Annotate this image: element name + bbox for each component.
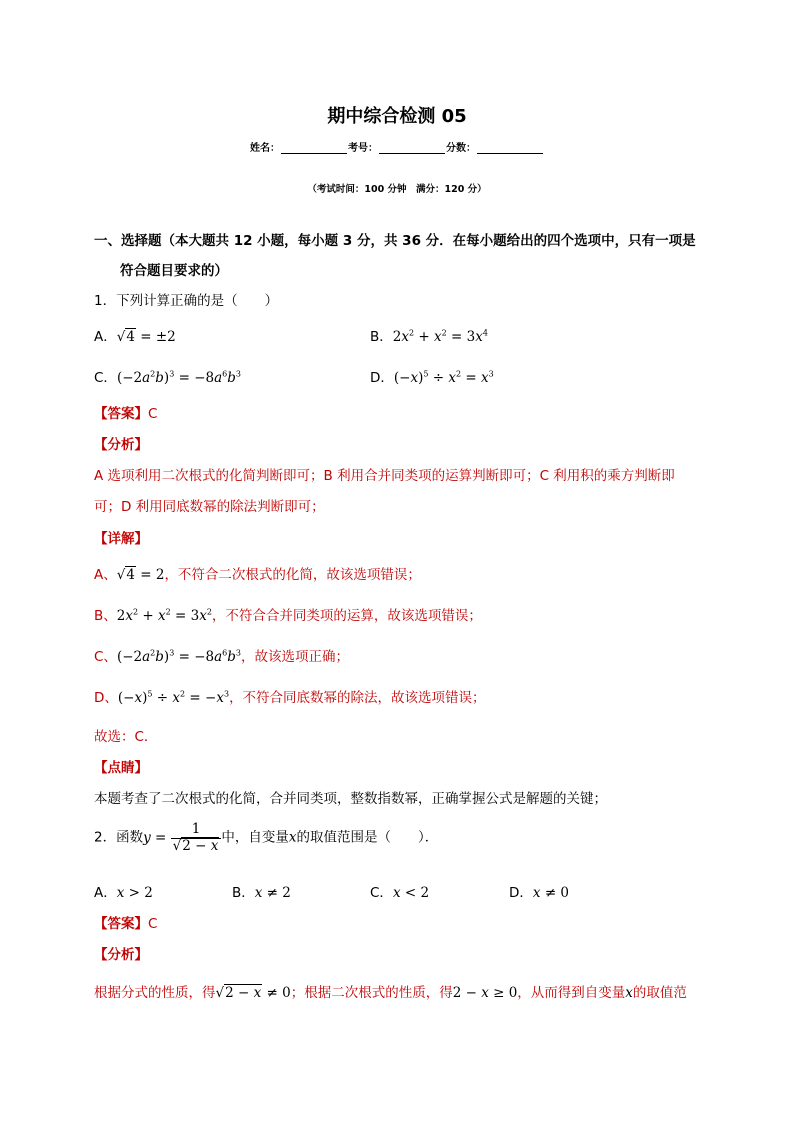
formula: 2 − x ≥ 0: [452, 985, 518, 1001]
formula: x > 2: [116, 885, 153, 901]
q1-detail-a: A、√4 = 2，不符合二次根式的化简，故该选项错误；: [94, 567, 421, 583]
formula: $2x^2 + x^2 = 3x^2$: [116, 607, 212, 624]
formula: √4 = ±2: [116, 329, 176, 345]
q1-analysis-line2: 可；D 利用同底数幂的除法判断即可；: [94, 499, 325, 515]
q1-detail-label: 【详解】: [94, 531, 148, 547]
q2-analysis-line1: 根据分式的性质，得√2 − x ≠ 0；根据二次根式的性质，得2 − x ≥ 0，从而得到自变量x的取值范: [94, 985, 687, 1001]
q1-conclusion: 故选：C．: [94, 729, 158, 745]
q2-option-d[interactable]: D．x ≠ 0: [509, 885, 570, 901]
q1-detail-c: C、$(-2a^2b)^3 = -8a^6b^3$，故该选项正确；: [94, 648, 349, 665]
q1-option-a[interactable]: A．√4 = ±2: [94, 329, 176, 345]
formula: $(-2a^2b)^3 = -8a^6b^3$: [116, 648, 241, 665]
answer-value: C: [148, 916, 158, 932]
q2-option-a[interactable]: A．x > 2: [94, 885, 153, 901]
section-heading-cont: 符合题目要求的）: [120, 263, 228, 279]
q1-option-d[interactable]: D．$(-x)^5 \div x^2 = x^3$: [370, 369, 494, 386]
q1-answer: [94, 402, 157, 422]
answer-label: 【答案】: [94, 916, 148, 932]
q1-analysis-line1: A 选项利用二次根式的化简判断即可；B 利用合并同类项的运算判断即可；C 利用积的乘方判断即: [94, 468, 675, 484]
q2-option-c[interactable]: C．x < 2: [370, 885, 430, 901]
formula: x < 2: [392, 885, 430, 901]
formula: x ≠ 2: [254, 885, 291, 901]
q2-answer: [94, 912, 157, 932]
formula: $(-x)^5 \div x^2 = -x^3$: [117, 689, 230, 706]
q1-option-b[interactable]: B．$2x^2 + x^2 = 3x^4$: [370, 328, 488, 345]
score-blank[interactable]: [477, 143, 543, 154]
formula: $2x^2 + x^2 = 3x^4$: [392, 328, 488, 345]
formula: y = $\frac{1}{√2 - x}$: [143, 830, 221, 846]
name-label: 姓名：: [250, 143, 280, 154]
q1-detail-b: B、$2x^2 + x^2 = 3x^2$，不符合合并同类项的运算，故该选项错误；: [94, 607, 482, 624]
formula: x ≠ 0: [532, 885, 570, 901]
q2-analysis-label: 【分析】: [94, 947, 148, 963]
exam-info: （考试时间：100 分钟 满分：120 分）: [307, 184, 487, 195]
answer-value: C: [148, 406, 158, 422]
q2-option-b[interactable]: B．x ≠ 2: [232, 885, 291, 901]
formula: $(-2a^2b)^3 = -8a^6b^3$: [116, 369, 241, 386]
student-info-line: [0, 139, 794, 154]
name-blank[interactable]: [281, 143, 347, 154]
id-label: 考号：: [348, 143, 378, 154]
answer-label: 【答案】: [94, 406, 148, 422]
page-title: 期中综合检测 05: [327, 106, 467, 127]
q1-analysis-label: 【分析】: [94, 437, 148, 453]
q2-stem: 2．函数y = $\frac{1}{√2 - x}$ 中，自变量x的取值范围是（ ）．: [94, 821, 439, 854]
q1-stem: 1．下列计算正确的是（ ）: [94, 293, 279, 309]
score-label: 分数：: [446, 143, 476, 154]
q1-detail-d: D、$(-x)^5 \div x^2 = -x^3$，不符合同底数幂的除法，故该选项错误；: [94, 689, 486, 706]
q1-comment-text: 本题考查了二次根式的化简，合并同类项，整数指数幂，正确掌握公式是解题的关键；: [94, 791, 607, 807]
q1-option-c[interactable]: C．$(-2a^2b)^3 = -8a^6b^3$: [94, 369, 241, 386]
formula: $(-x)^5 \div x^2 = x^3$: [393, 369, 494, 386]
id-blank[interactable]: [379, 143, 445, 154]
formula: √2 − x ≠ 0: [215, 985, 291, 1001]
formula: √4 = 2: [116, 567, 165, 583]
section-heading: 一、选择题（本大题共 12 小题，每小题 3 分，共 36 分．在每小题给出的四个选项中，只有一项是: [94, 233, 696, 249]
q1-comment-label: 【点睛】: [94, 760, 148, 776]
